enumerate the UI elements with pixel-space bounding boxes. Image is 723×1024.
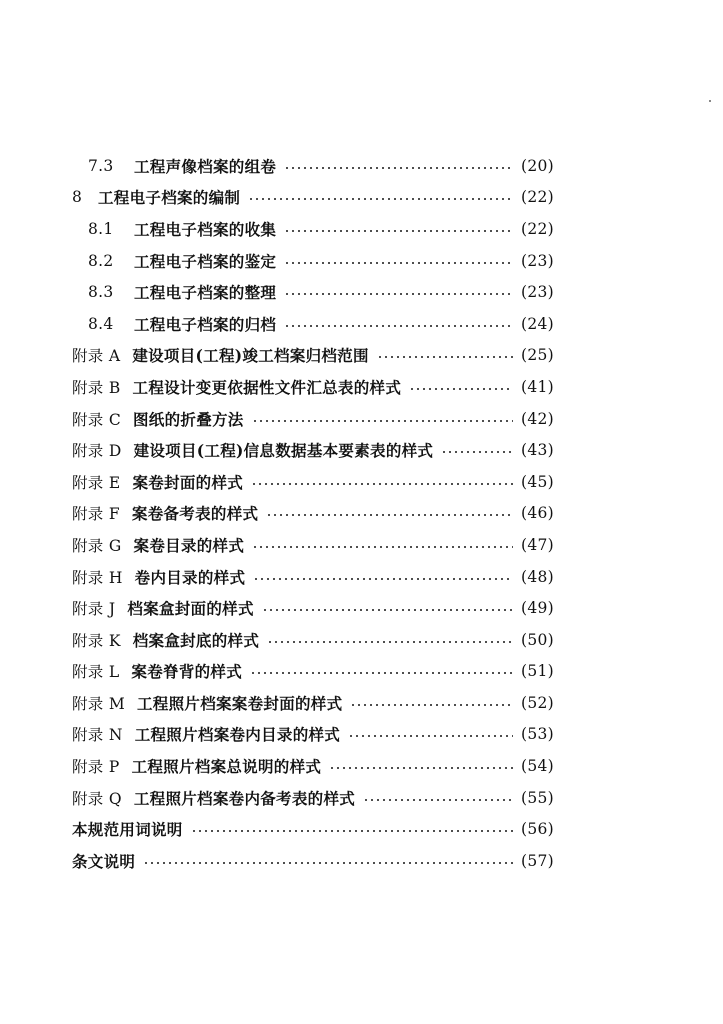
dot-leader	[329, 767, 513, 769]
toc-entry-page: (42)	[521, 409, 555, 428]
dot-leader	[284, 262, 513, 264]
dot-leader	[252, 546, 513, 548]
toc-entry[interactable]	[0, 371, 723, 403]
toc-entry[interactable]	[0, 434, 723, 466]
toc-entry-page: (56)	[521, 820, 555, 839]
toc-entry[interactable]	[0, 498, 723, 530]
toc-entry-title: 工程电子档案的归档	[134, 314, 277, 334]
toc-entry-page: (23)	[521, 283, 555, 302]
toc-entry-title: 本规范用词说明	[72, 820, 183, 840]
toc-entry-number: 7.3	[88, 156, 114, 175]
toc-entry-page: (22)	[521, 188, 555, 207]
toc-entry[interactable]	[0, 719, 723, 751]
toc-entry-page: (20)	[521, 156, 555, 175]
toc-entry-title: 工程照片档案卷内备考表的样式	[133, 788, 356, 808]
toc-entry-title: 案卷备考表的样式	[131, 504, 259, 524]
toc-entry[interactable]	[0, 529, 723, 561]
toc-entry-title: 案卷脊背的样式	[131, 662, 243, 682]
dot-leader	[248, 198, 513, 200]
dot-leader	[441, 451, 513, 453]
dot-leader	[143, 862, 513, 864]
toc-entry-title: 图纸的折叠方法	[133, 409, 244, 429]
toc-entry-number: 附录 Q	[72, 789, 122, 808]
toc-entry[interactable]	[0, 150, 723, 182]
toc-entry[interactable]	[0, 624, 723, 656]
toc-entry-number: 8.3	[88, 283, 114, 302]
toc-entry-number: 附录 J	[72, 600, 116, 619]
toc-entry[interactable]	[0, 687, 723, 719]
dot-leader	[252, 420, 513, 422]
toc-entry-title: 工程设计变更依据性文件汇总表的样式	[132, 377, 402, 397]
toc-entry-page: (25)	[521, 346, 555, 365]
toc-entry[interactable]	[0, 656, 723, 688]
dot-leader	[348, 735, 513, 737]
toc-entry-title: 档案盒封面的样式	[127, 599, 254, 619]
toc-entry[interactable]	[0, 276, 723, 308]
dot-leader	[250, 672, 513, 674]
toc-entry-number: 附录 H	[72, 568, 123, 587]
toc-entry-title: 案卷目录的样式	[133, 535, 245, 555]
toc-entry-page: (55)	[521, 788, 555, 807]
toc-entry-page: (53)	[521, 725, 555, 744]
toc-entry-number: 附录 A	[72, 347, 121, 366]
toc-entry[interactable]	[0, 845, 723, 877]
toc-entry-title: 工程电子档案的鉴定	[134, 251, 277, 271]
toc-entry-title: 工程照片档案案卷封面的样式	[137, 693, 343, 713]
toc-entry-title: 建设项目(工程)竣工档案归档范围	[132, 346, 369, 366]
toc-entry[interactable]	[0, 213, 723, 245]
toc-entry-title: 工程照片档案卷内目录的样式	[134, 725, 341, 745]
toc-entry-title: 卷内目录的样式	[134, 567, 246, 587]
toc-entry-number: 附录 G	[72, 536, 122, 555]
toc-entry-title: 工程声像档案的组卷	[134, 156, 277, 176]
toc-entry-page: (47)	[521, 535, 555, 554]
toc-entry-page: (45)	[521, 472, 555, 491]
toc-entry-page: (23)	[521, 251, 555, 270]
toc-entry-page: (41)	[521, 377, 555, 396]
toc-entry-page: (50)	[521, 630, 555, 649]
toc-entry-number: 8	[72, 188, 83, 207]
toc-entry[interactable]	[0, 750, 723, 782]
toc-entry-page: (48)	[521, 567, 555, 586]
toc-entry-page: (22)	[521, 219, 555, 238]
dot-leader	[409, 388, 513, 390]
dot-leader	[267, 641, 513, 643]
stray-mark	[709, 100, 711, 102]
dot-leader	[284, 325, 513, 327]
toc-entry-title: 条文说明	[72, 851, 136, 871]
dot-leader	[350, 704, 513, 706]
toc-entry-page: (54)	[521, 757, 555, 776]
toc-entry[interactable]	[0, 813, 723, 845]
dot-leader	[191, 830, 513, 832]
table-of-contents	[0, 150, 723, 877]
toc-entry-page: (51)	[521, 662, 555, 681]
dot-leader	[253, 578, 513, 580]
toc-entry[interactable]	[0, 782, 723, 814]
toc-entry-title: 工程电子档案的编制	[98, 188, 241, 208]
dot-leader	[284, 230, 513, 232]
toc-entry-number: 附录 N	[72, 726, 123, 745]
toc-entry-number: 8.4	[88, 314, 114, 333]
toc-entry-title: 工程照片档案总说明的样式	[131, 757, 322, 777]
toc-entry[interactable]	[0, 592, 723, 624]
toc-entry-title: 案卷封面的样式	[132, 472, 244, 492]
toc-entry[interactable]	[0, 182, 723, 214]
toc-entry[interactable]	[0, 308, 723, 340]
toc-entry-number: 附录 B	[72, 378, 121, 397]
toc-entry-number: 附录 L	[72, 663, 120, 682]
toc-entry-title: 工程电子档案的收集	[134, 219, 277, 239]
toc-entry[interactable]	[0, 340, 723, 372]
toc-entry-number: 附录 M	[72, 694, 125, 713]
toc-entry-page: (49)	[521, 599, 555, 618]
dot-leader	[363, 799, 513, 801]
toc-entry-number: 附录 F	[72, 505, 120, 524]
toc-entry-title: 档案盒封底的样式	[132, 630, 260, 650]
toc-entry-page: (43)	[521, 441, 555, 460]
toc-entry-page: (52)	[521, 693, 555, 712]
toc-entry[interactable]	[0, 245, 723, 277]
toc-entry-number: 附录 C	[72, 410, 121, 429]
dot-leader	[251, 483, 513, 485]
toc-entry-page: (46)	[521, 504, 555, 523]
toc-entry-number: 附录 P	[72, 758, 120, 777]
dot-leader	[266, 514, 513, 516]
toc-entry[interactable]	[0, 466, 723, 498]
toc-entry-number: 附录 E	[72, 473, 121, 492]
toc-entry-number: 附录 D	[72, 442, 122, 461]
dot-leader	[377, 356, 513, 358]
dot-leader	[284, 293, 513, 295]
toc-entry[interactable]	[0, 561, 723, 593]
toc-entry-number: 8.1	[88, 219, 114, 238]
dot-leader	[262, 609, 513, 611]
dot-leader	[284, 167, 513, 169]
toc-entry-title: 建设项目(工程)信息数据基本要素表的样式	[133, 441, 434, 461]
toc-entry-number: 附录 K	[72, 631, 121, 650]
toc-entry-page: (24)	[521, 314, 555, 333]
toc-entry-title: 工程电子档案的整理	[134, 283, 277, 303]
toc-entry-number: 8.2	[88, 251, 114, 270]
toc-entry[interactable]	[0, 403, 723, 435]
toc-entry-page: (57)	[521, 851, 555, 870]
